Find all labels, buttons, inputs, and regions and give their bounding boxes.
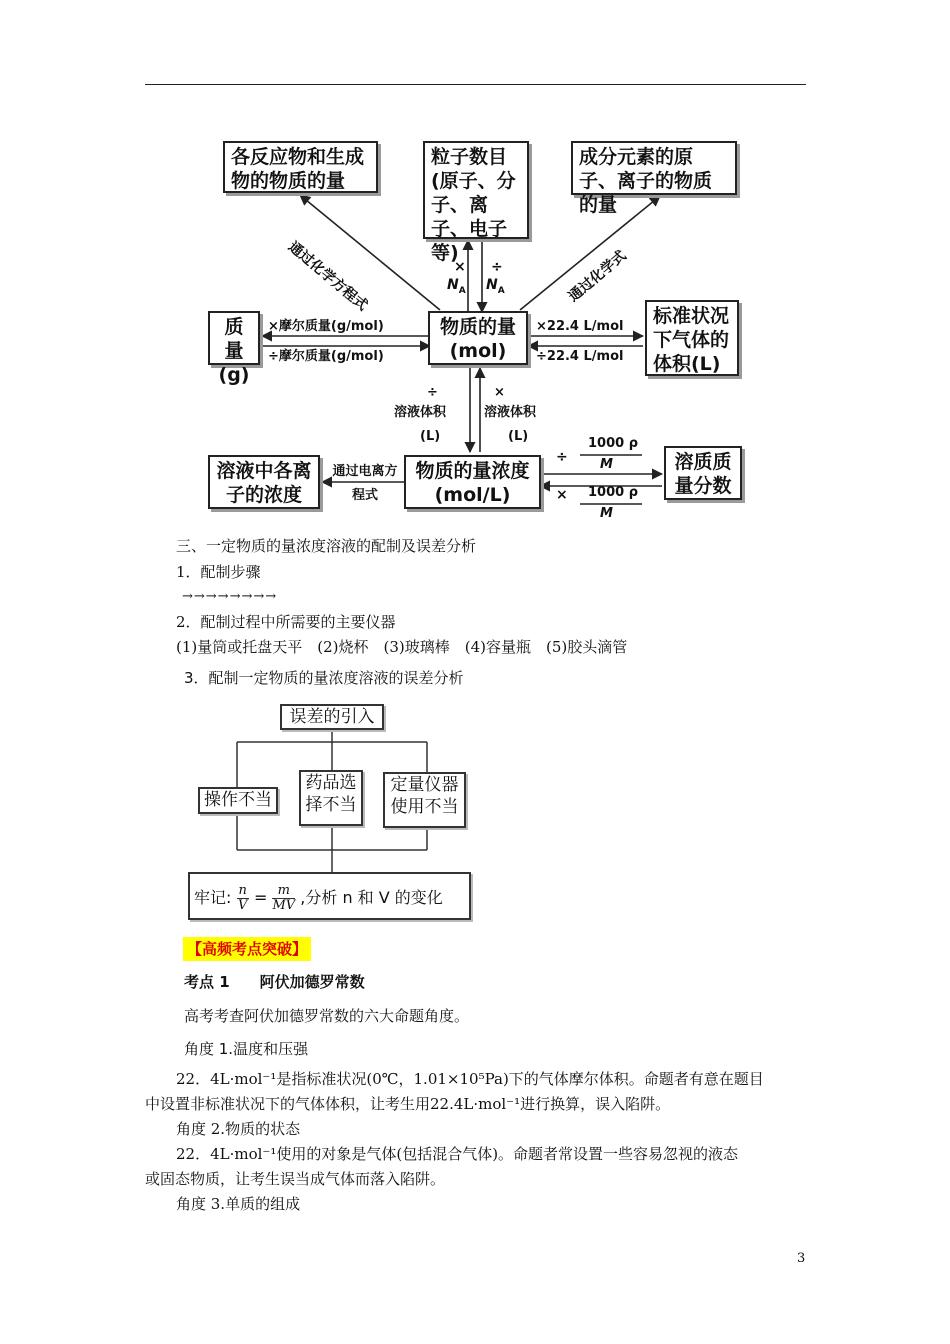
box-molarity: 物质的量浓度(mol/L) (404, 455, 541, 509)
improper-operation-box: 操作不当 (198, 787, 278, 814)
label-fraction-top-num: 1000 ρ (588, 436, 639, 451)
label-times-22-4: ×22.4 L/mol (536, 319, 624, 334)
label-via-ionization: 通过电离方程式 (332, 464, 398, 503)
improper-instrument-box: 定量仪器使用不当 (383, 772, 466, 828)
label-fraction-top-den: M (600, 457, 613, 472)
item-steps: 1．配制步骤 (176, 563, 261, 581)
label-div-sign: ÷ (491, 259, 503, 275)
box-mass: 质量(g) (208, 311, 260, 365)
highfreq-tag: 【高频考点突破】 (183, 938, 311, 959)
kaodian-heading: 考点 1 阿伏加德罗常数 (184, 973, 365, 991)
angle-3-heading: 角度 3.单质的组成 (176, 1195, 301, 1213)
label-na-right: $N_A$ (486, 277, 505, 296)
label-div-22-4: ÷22.4 L/mol (536, 349, 624, 364)
error-source-box: 误差的引入 (280, 704, 384, 730)
angle-1-para-line-2: 中设置非标准状况下的气体体积，让考生用22.4L·mol⁻¹进行换算，误入陷阱。 (145, 1095, 671, 1113)
angle-1-para-line-1: 22．4L·mol⁻¹是指标准状况(0℃，1.01×10⁵Pa)下的气体摩尔体积。命题者有意在题目 (176, 1070, 764, 1088)
page-number: 3 (797, 1251, 806, 1266)
box-mass-fraction: 溶质质量分数 (664, 446, 742, 500)
label-div-vol-sign: ÷ (427, 385, 438, 400)
remember-formula-box: 牢记: $\frac{n}{V}$ = $\frac{m}{MV}$ ,分析 n 和 V 的变化 (188, 872, 471, 920)
label-via-formula: 通过化学式 (565, 247, 630, 306)
label-times-molar-mass: ×摩尔质量(g/mol) (268, 319, 384, 334)
label-vol-left: 溶液体积 (394, 405, 447, 420)
item-instruments: 2．配制过程中所需要的主要仪器 (176, 613, 396, 631)
label-fraction-bottom-num: 1000 ρ (588, 485, 639, 500)
instruments-list: (1)量筒或托盘天平 (2)烧杯 (3)玻璃棒 (4)容量瓶 (5)胶头滴管 (176, 638, 628, 656)
angle-2-para-line-1: 22．4L·mol⁻¹使用的对象是气体(包括混合气体)。命题者常设置一些容易忽视的液态 (176, 1145, 739, 1163)
label-vol-unit-right: (L) (508, 429, 529, 444)
label-via-equation: 通过化学方程式 (285, 238, 371, 315)
kaodian-intro: 高考考查阿伏加德罗常数的六大命题角度。 (184, 1007, 470, 1025)
box-elements: 成分元素的原子、离子的物质的量 (571, 141, 737, 195)
angle-1-heading: 角度 1.温度和压强 (184, 1040, 309, 1058)
label-times-fraction-sign: × (556, 487, 568, 503)
box-amount: 物质的量(mol) (428, 311, 528, 365)
box-ion-concentration: 溶液中各离子的浓度 (208, 455, 320, 509)
steps-arrows: →→→→→→→→ (182, 589, 278, 604)
label-na-left: $N_A$ (447, 277, 466, 296)
improper-reagent-box: 药品选择不当 (299, 770, 363, 826)
label-vol-unit-left: (L) (420, 429, 441, 444)
section-heading: 三、一定物质的量浓度溶液的配制及误差分析 (176, 537, 477, 555)
label-times-vol-sign: × (494, 385, 505, 400)
angle-2-para-line-2: 或固态物质，让考生误当成气体而落入陷阱。 (145, 1170, 446, 1188)
label-div-fraction-sign: ÷ (556, 449, 568, 465)
angle-2-heading: 角度 2.物质的状态 (176, 1120, 301, 1138)
box-reactants: 各反应物和生成物的物质的量 (223, 141, 378, 193)
label-vol-right: 溶液体积 (484, 405, 537, 420)
label-times-sign: × (454, 259, 466, 275)
label-div-molar-mass: ÷摩尔质量(g/mol) (268, 349, 384, 364)
label-fraction-bottom-den: M (600, 506, 613, 521)
box-gas-volume: 标准状况下气体的体积(L) (645, 300, 739, 376)
item-error-analysis: 3．配制一定物质的量浓度溶液的误差分析 (184, 669, 464, 687)
box-particles: 粒子数目(原子、分子、离子、电子等) (423, 141, 529, 239)
